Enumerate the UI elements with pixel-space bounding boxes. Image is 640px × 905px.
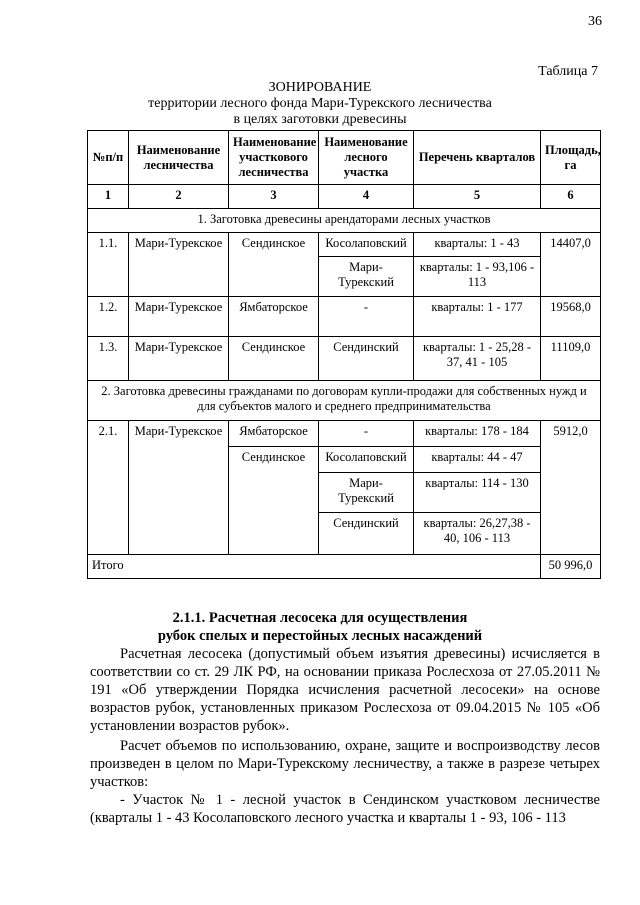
row-number: 1.1. (88, 233, 129, 297)
table-subtitle: территории лесного фонда Мари-Турекского лесничества (148, 96, 492, 111)
plot-cell: - (319, 297, 414, 337)
column-number: 1 (88, 185, 129, 209)
section-heading: 2. Заготовка древесины гражданами по договорам купли-продажи для собственных нужд и для субъектов малого и среднего предпринимательства (88, 381, 601, 421)
header-cell: Перечень кварталов (414, 131, 541, 185)
plot-cell: - (319, 421, 414, 447)
paragraph (90, 645, 600, 735)
total-area: 50 996,0 (541, 555, 601, 579)
plot-cell: Сендинский (319, 513, 414, 555)
section-row (88, 209, 601, 233)
section-heading: 1. Заготовка древесины арендаторами лесных участков (88, 209, 601, 233)
section-heading: 2.1.1. Расчетная лесосека для осуществления (172, 610, 468, 626)
district-cell: Ямбаторское (229, 421, 319, 447)
forestry-cell: Мари-Турекское (129, 297, 229, 337)
header-cell: Площадь, га (541, 131, 601, 185)
column-number: 6 (541, 185, 601, 209)
column-number: 2 (129, 185, 229, 209)
district-cell: Ямбаторское (229, 297, 319, 337)
quarters-cell: кварталы: 114 - 130 (414, 473, 541, 513)
area-cell: 5912,0 (541, 421, 601, 555)
table-row (88, 421, 601, 447)
row-number: 1.2. (88, 297, 129, 337)
column-number: 4 (319, 185, 414, 209)
quarters-cell: кварталы: 44 - 47 (414, 447, 541, 473)
paragraph-text: Расчетная лесосека (допустимый объем изъятия древесины) исчисляется в соответствии со ст. 29 ЛК РФ, на основании приказа Рослесхоза от 27.05.2011 № 191 «Об утверждении Порядка исчисления расчетной лесосеки» на основе возрастов рубок, установленных приказом Рослесхоза от 09.04.2015 № 105 «Об установлении возрастов рубок». (90, 646, 600, 734)
quarters-cell: кварталы: 26,27,38 - 40, 106 - 113 (414, 513, 541, 555)
column-number: 5 (414, 185, 541, 209)
forestry-cell: Мари-Турекское (129, 233, 229, 297)
table-row (88, 233, 601, 257)
paragraph (90, 791, 600, 827)
forestry-cell: Мари-Турекское (129, 337, 229, 381)
plot-cell: Мари-Турекский (319, 257, 414, 297)
paragraph-text: Расчет объемов по использованию, охране, защите и воспроизводству лесов произведен в целом по Мари-Турекскому лесничеству, а также в разрезе четырех участков: (90, 738, 600, 790)
plot-cell: Мари-Турекский (319, 473, 414, 513)
plot-cell: Косолаповский (319, 233, 414, 257)
quarters-cell: кварталы: 1 - 177 (414, 297, 541, 337)
table-title: ЗОНИРОВАНИЕ (268, 80, 372, 95)
plot-cell: Косолаповский (319, 447, 414, 473)
zoning-table (87, 130, 601, 579)
column-number: 3 (229, 185, 319, 209)
section-heading-2: рубок спелых и перестойных лесных насаждений (157, 628, 483, 644)
area-cell: 11109,0 (541, 337, 601, 381)
plot-cell: Сендинский (319, 337, 414, 381)
area-cell: 14407,0 (541, 233, 601, 297)
forestry-cell: Мари-Турекское (129, 421, 229, 555)
district-cell: Сендинское (229, 447, 319, 555)
column-number-row (88, 185, 601, 209)
quarters-cell: кварталы: 1 - 93,106 - 113 (414, 257, 541, 297)
area-cell: 19568,0 (541, 297, 601, 337)
quarters-cell: кварталы: 1 - 43 (414, 233, 541, 257)
header-cell: Наименование участкового лесничества (229, 131, 319, 185)
district-cell: Сендинское (229, 337, 319, 381)
paragraph-text: - Участок № 1 - лесной участок в Сендинском участковом лесничестве (кварталы 1 - 43 Косолаповского лесного участка и кварталы 1 - 93, 106 - 113 (90, 792, 600, 826)
total-row (88, 555, 601, 579)
paragraph (90, 737, 600, 791)
table-row (88, 337, 601, 381)
header-cell: Наименование лесничества (129, 131, 229, 185)
table-subtitle-2: в целях заготовки древесины (233, 112, 407, 127)
quarters-cell: кварталы: 178 - 184 (414, 421, 541, 447)
section-row (88, 381, 601, 421)
total-label: Итого (88, 555, 541, 579)
header-cell: Наименование лесного участка (319, 131, 414, 185)
page-number: 36 (588, 14, 602, 29)
table-caption: Таблица 7 (538, 64, 598, 79)
table-row (88, 297, 601, 337)
quarters-cell: кварталы: 1 - 25,28 - 37, 41 - 105 (414, 337, 541, 381)
table-header-row (88, 131, 601, 185)
district-cell: Сендинское (229, 233, 319, 297)
row-number: 2.1. (88, 421, 129, 555)
header-cell: №п/п (88, 131, 129, 185)
row-number: 1.3. (88, 337, 129, 381)
